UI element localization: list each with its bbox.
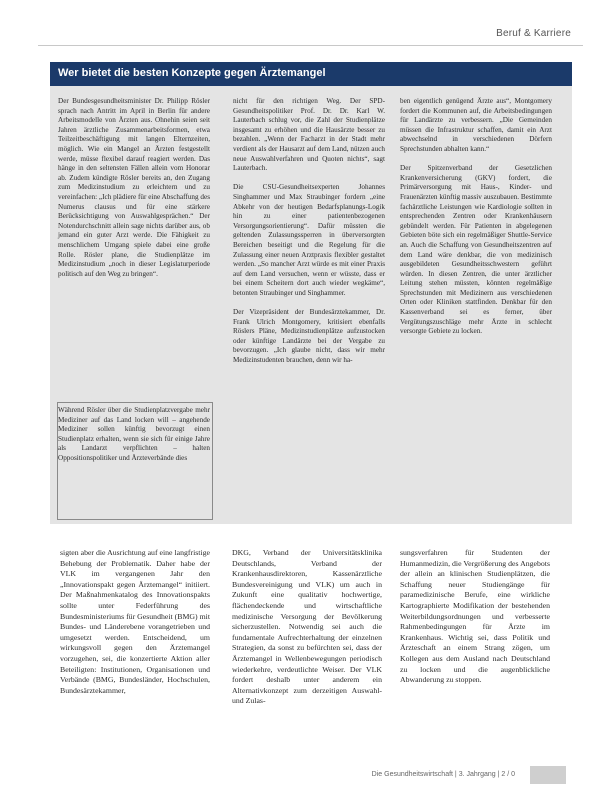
box-title-bar — [50, 62, 572, 86]
box-column-1-lower — [58, 406, 210, 464]
section-label: Beruf & Karriere — [496, 28, 571, 39]
box-column-2 — [233, 97, 385, 366]
page-number-tab — [530, 766, 566, 784]
box-paragraph: nicht für den richtigen Weg. Der SPD-Gesundheitspolitiker Prof. Dr. Dr. Karl W. Lauterbach schlug vor, die Zahl der Studienplätze insgesamt zu erhöhen und die Hausärzte besser zu bezahlen. „Wenn der Facharzt in der Stadt mehr verdient als der Hausarzt auf dem Land, nützen auch neue Auswahlverfahren und Quoten nichts“, sagt Lauterbach. — [233, 97, 385, 173]
box-paragraph: ben eigentlich genügend Ärzte aus“, Montgomery fordert die Kommunen auf, die Arbeitsbedingungen für Landärzte zu verbessern. „Die Gemeinden müssen die Infrastruktur schaffen, damit ein Arzt abwechselnd in verschiedenen Dörfern Sprechstunden abhalten kann.“ — [400, 97, 552, 153]
header-divider — [38, 45, 583, 46]
body-column-3: sungsverfahren für Studenten der Humanmedizin, die Vergrößerung des Angebots der allein an klinischen Studienplätzen, die Schaffung neuer Studiengänge für paramedizinische Berufe, eine wirkliche Kartographierte Modifikation der bestehenden Weiterbildungsordnungen und verbesserte Rahmenbedingungen für Ärzte im Krankenhaus. Wichtig sei, dass Politik und Ärzteschaft an einem Strang zögen, um Kollegen aus dem Ausland nach Deutschland zu locken und die augenblickliche Abwanderung zu stoppen. — [400, 548, 550, 685]
box-paragraph: Während Rösler über die Studienplatzvergabe mehr Mediziner auf das Land locken will – angehende Mediziner sollen künftig bevorzugt einen Studienplatz erhalten, wenn sie sich für einige Jahre als Landarzt verpflichten – halten Oppositionspolitiker und Ärzteverbände dies — [58, 406, 210, 462]
box-paragraph: Der Bundesgesundheitsminister Dr. Philipp Rösler sprach nach Antritt im April in Berlin für andere Arbeitsmodelle von Ärzten aus. Ohnehin seien seit Jahren ärztliche Zusammenarbeitsformen, etwa Teilzeitbeschäftigung mit langen Elternzeiten, möglich. Wie ein Mangel an Ärzten festgestellt werde, müsse flexibel darauf reagiert werden. Das hänge in den seltensten Fällen allein vom Honorar ab. Zudem kündigte Rösler bereits an, den Zugang zum Medizinstudium zu erleichtern und zu vereinfachen: „Ich plädiere für eine Abschaffung des Numerus clausus und für eine stärkere Berücksichtigung von Auswahlgesprächen.“ Der Notendurchschnitt allein sage nichts darüber aus, ob jemand ein guter Arzt werde. Die Fähigkeit zu menschlichem Umgang spiele dabei eine große Rolle. Rösler plane, die Studienplätze im Medizinstudium „noch in dieser Legislaturperiode politisch auf den Weg zu bringen“. — [58, 97, 210, 278]
body-column-1: sigten aber die Ausrichtung auf eine langfristige Behebung der Problematik. Daher habe der VLK im vergangenen Jahr den „Innovationspakt gegen Ärztemangel“ initiiert. Der Maßnahmenkatalog des Innovationspakts sollte unter Federführung des Bundesministeriums für Gesundheit (BMG) mit Bundes- und Länderebene vorangetrieben und umgesetzt werden. Entscheidend, um wirkungsvoll gegen den Ärztemangel vorzugehen, sei, die konzertierte Aktion aller Beteiligten: Institutionen, Organisationen und Verbände (BMG, Bundesländer, Hochschulen, Bundesärztekammer, — [60, 548, 210, 695]
box-column-3 — [400, 97, 552, 337]
box-paragraph: Der Spitzenverband der Gesetzlichen Krankenversicherung (GKV) fordert, die Primärversorgung mit Haus-, Kinder- und Frauenärzten künftig massiv auszubauen. Bestimmte fachärztliche Leistungen wie Kardiologie sollten in entsprechenden Zentren oder Krankenhäusern gebündelt werden. Für Patienten in abgelegenen Gebieten böte sich ein regelmäßiger Shuttle-Service an. Auch die Schaffung von Gesundheitszentren auf dem Land wäre denkbar, die von medizinisch ausgebildeten Gesundheitsschwestern geführt würden. In diesen Zentren, die unter ärztlicher Leitung stehen müssten, könnten regelmäßige Sprechstunden mit Medizinern aus verschiedenen Orten oder Kliniken stattfinden. Denkbar für den Kassenverband sei es ferner, über Vergütungszuschläge mehr Ärzte in schlecht versorgte Gebiete zu locken. — [400, 164, 552, 336]
box-paragraph: Die CSU-Gesundheitsexperten Johannes Singhammer und Max Straubinger fordern „eine Abkehr von der heutigen Bedarfsplanungs-Logik hin zu einer patientenbezogenen Versorgungsorientierung“. Dafür müssten die geltenden Zulassungssperren in überversorgten Bereichen beseitigt und die Regelung für die Zulassung einer neuen Arztpraxis flexibler gestaltet werden. „So mancher Arzt würde es mit einer Praxis auf dem Land versuchen, wenn er wüsste, dass er bei einem Scheitern dort auch wieder wegkäme“, betonten Straubinger und Singhammer. — [233, 183, 385, 297]
box-title: Wer bietet die besten Konzepte gegen Ärztemangel — [58, 67, 326, 79]
body-column-2: DKG, Verband der Universitätsklinika Deutschlands, Verband der Krankenhausdirektoren, Kassenärztliche Bundesvereinigung und VLK) um auch in Zukunft eine qualitativ hochwertige, flächendeckende und wirtschaftliche medizinische Versorgung der Bevölkerung sicherzustellen. Notwendig sei auch die fundamentale Aufrechterhaltung der einzelnen Strategien, da sonst zu befürchten sei, dass der Ärztemangel in Wellenbewegungen periodisch wiederkehre, verdeutlichte Weiser. Der VLK fordert deshalb unter anderem ein Alternativkonzept zum derzeitigen Auswahl- und Zulas- — [232, 548, 382, 706]
box-column-1 — [58, 97, 210, 279]
box-paragraph: Der Vizepräsident der Bundesärztekammer, Dr. Frank Ulrich Montgomery, kritisiert ebenfalls Röslers Pläne, Medizinstudienplätze aufzustocken oder künftige Landärzte bei der Vergabe zu bevorzugen. „Ich glaube nicht, dass wir mehr Medizinstudenten brauchen, denn wir ha- — [233, 308, 385, 365]
footer-citation: Die Gesundheitswirtschaft | 3. Jahrgang | 2 / 0 — [371, 771, 515, 778]
